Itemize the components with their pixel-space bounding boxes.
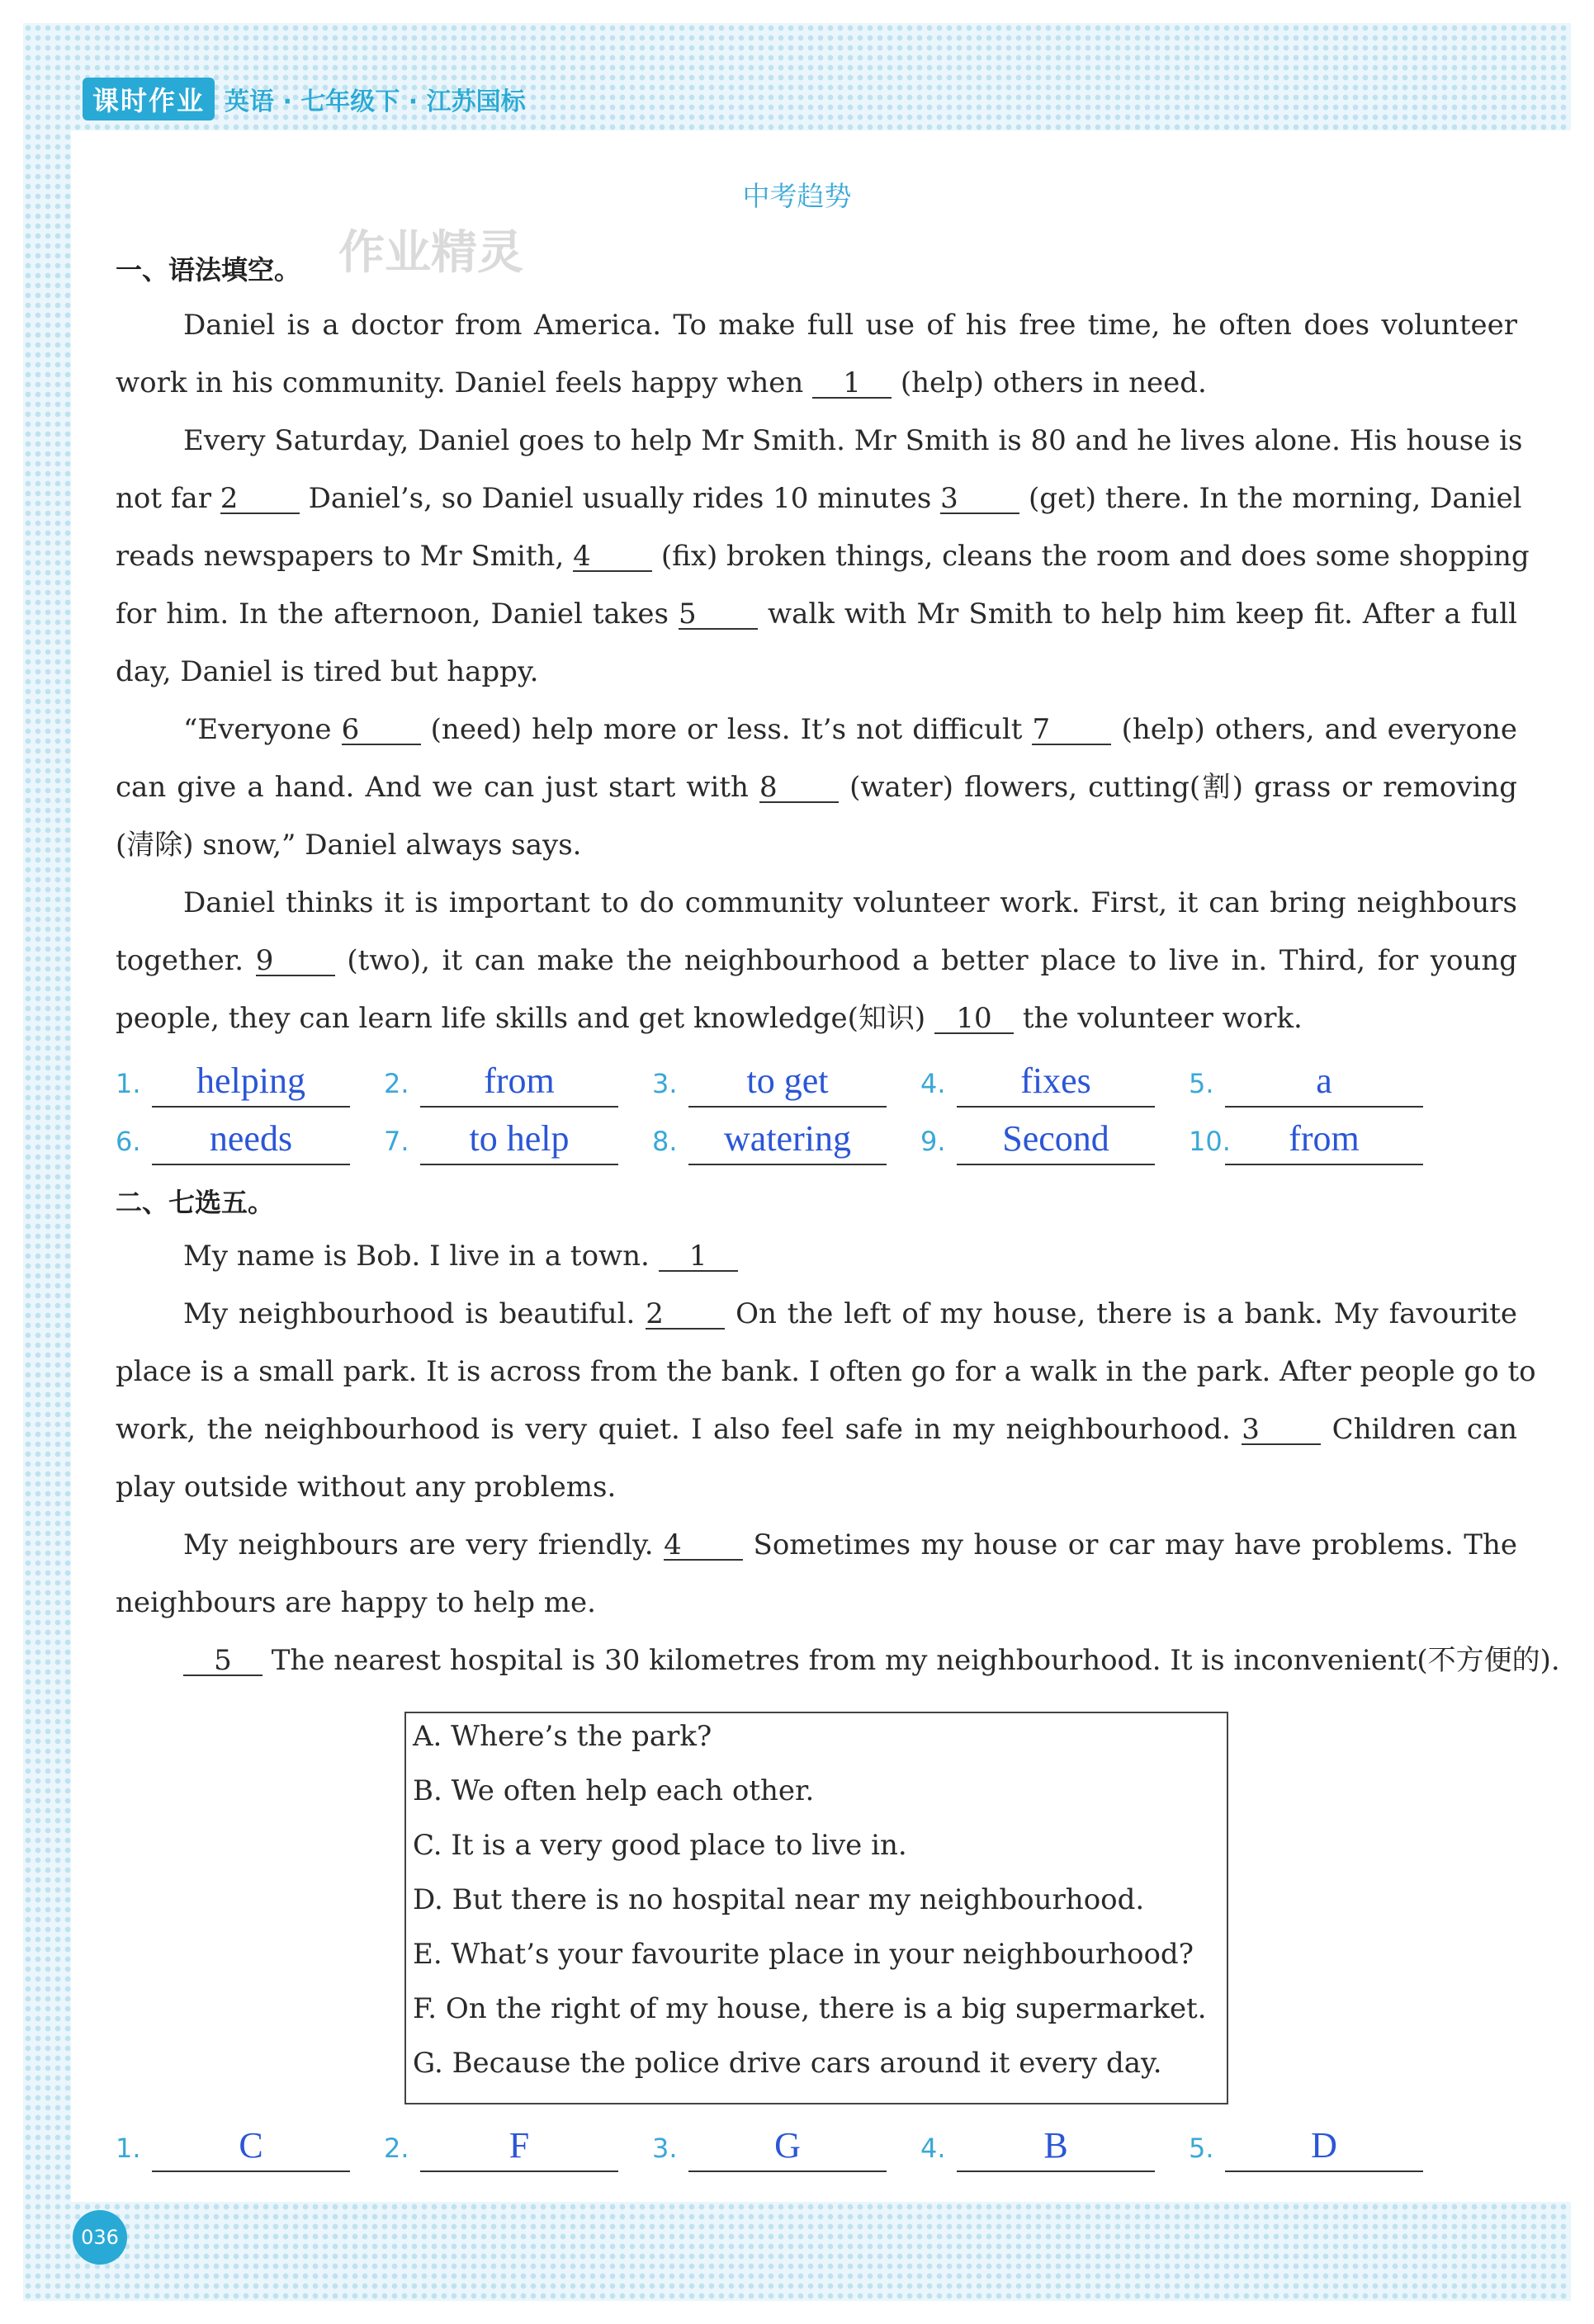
answer-number: 2. [384,1068,409,1099]
answer-value: a [1225,1056,1423,1108]
watermark: 作业精灵 [338,226,523,280]
answer-value: D [1225,2121,1423,2172]
passage-line [116,366,1517,399]
passage-text: My neighbourhood is beautiful. [183,1297,646,1330]
answer-value: helping [152,1056,350,1108]
passage-text: work in his community. Daniel feels happy when [116,366,813,399]
passage-text: On the left of my house, there is a bank. My favourite [725,1297,1517,1330]
answer-number: 3. [652,1068,678,1099]
passage-text: can give a hand. And we can just start with [116,771,760,804]
answer-3 [652,1048,900,1108]
page-number-badge: 036 [73,2210,127,2265]
answer-number: 4. [920,1068,946,1099]
answer-2 [384,2113,631,2172]
blank-number: 5 [679,600,758,630]
passage-text: Every Saturday, Daniel goes to help Mr Smith. Mr Smith is 80 and he lives alone. His house is [183,424,1523,457]
passage-line [116,655,1517,688]
passage-line [183,309,1517,342]
passage-text: play outside without any problems. [116,1471,617,1504]
passage-line [116,771,1517,804]
passage-line [116,540,1530,573]
blank-number: 1 [812,369,892,399]
passage-text: Daniel is a doctor from America. To make full use of his free time, he often does volunteer [183,309,1517,342]
options-box [404,1712,1228,2104]
blank-number: 10 [934,1004,1014,1034]
passage-line [116,482,1522,515]
blank-number: 4 [573,542,652,572]
answer-value: Second [957,1114,1155,1165]
blank-number: 3 [940,484,1019,514]
passage-line [116,1586,1517,1619]
passage-line [116,1413,1517,1446]
passage-line [183,713,1517,746]
blank-number: 2 [646,1300,725,1330]
passage-text: Daniel’s, so Daniel usually rides 10 minutes [299,482,941,515]
passage-text: Daniel thinks it is important to do community volunteer work. First, it can bring neighbours [183,886,1517,919]
answer-7 [384,1106,631,1165]
section-title: 中考趋势 [742,180,852,212]
passage-text: day, Daniel is tired but happy. [116,655,539,688]
passage-text: people, they can learn life skills and get knowledge(知识) [116,1002,935,1035]
passage-line [116,598,1517,631]
passage-text: My name is Bob. I live in a town. [183,1240,659,1273]
passage-line [183,886,1517,919]
passage-text: Sometimes my house or car may have problems. The [743,1528,1518,1561]
passage-line [116,829,1517,862]
option-e: E. What’s your favourite place in your neighbourhood? [413,1938,1194,1971]
passage-line [116,1471,1517,1504]
book-subject: 英语 · 七年级下 · 江苏国标 [225,87,526,116]
answer-10 [1189,1106,1436,1165]
answer-number: 3. [652,2133,678,2164]
answer-number: 4. [920,2133,946,2164]
answer-value: to get [688,1056,887,1108]
brand-logo: 课时作业 [83,78,215,120]
blank-number: 4 [664,1531,743,1561]
passage-text: (fix) broken things, cleans the room and does some shopping [652,540,1530,573]
passage-text: The nearest hospital is 30 kilometres from my neighbourhood. It is inconvenient(不方便的). [263,1644,1560,1677]
blank-number: 9 [256,947,335,976]
option-c: C. It is a very good place to live in. [413,1829,907,1862]
answer-number: 5. [1189,1068,1214,1099]
passage-text: (help) others, and everyone [1111,713,1518,746]
answer-value: C [152,2121,350,2172]
passage-line [183,1528,1517,1561]
passage-text: walk with Mr Smith to help him keep fit. After a full [757,598,1518,631]
answer-number: 1. [116,2133,141,2164]
blank-number: 3 [1242,1415,1321,1445]
option-d: D. But there is no hospital near my neighbourhood. [413,1883,1145,1916]
answer-value: to help [420,1114,618,1165]
passage-text: Children can [1321,1413,1517,1446]
answer-value: from [1225,1114,1423,1165]
answer-number: 5. [1189,2133,1214,2164]
option-a: A. Where’s the park? [413,1720,712,1753]
answer-number: 9. [920,1126,946,1157]
option-b: B. We often help each other. [413,1774,815,1807]
passage-text: (help) others in need. [892,366,1207,399]
passage-text: together. [116,944,256,977]
answer-3 [652,2113,900,2172]
answer-5 [1189,2113,1436,2172]
blank-number: 7 [1032,716,1111,745]
answer-9 [920,1106,1168,1165]
answer-1 [116,2113,363,2172]
answer-2 [384,1048,631,1108]
option-f: F. On the right of my house, there is a big supermarket. [413,1992,1207,2025]
blank-number: 6 [342,716,421,745]
passage-text: (get) there. In the morning, Daniel [1019,482,1522,515]
answer-value: needs [152,1114,350,1165]
passage-text: neighbours are happy to help me. [116,1586,596,1619]
passage-line [183,1240,1517,1273]
passage-text: “Everyone [183,713,342,746]
passage-text: work, the neighbourhood is very quiet. I also feel safe in my neighbourhood. [116,1413,1242,1446]
blank-number: 5 [183,1646,263,1676]
answer-5 [1189,1048,1436,1108]
answer-number: 2. [384,2133,409,2164]
passage-text: the volunteer work. [1014,1002,1303,1035]
passage-text: (need) help more or less. It’s not difficult [420,713,1033,746]
answer-number: 7. [384,1126,409,1157]
passage-text: place is a small park. It is across from the bank. I often go for a walk in the park. After people go to [116,1355,1536,1388]
blank-number: 1 [659,1242,738,1272]
passage-line [183,1644,1560,1677]
blank-number: 8 [759,773,839,803]
answer-4 [920,2113,1168,2172]
passage-text: My neighbours are very friendly. [183,1528,665,1561]
passage-line [183,1297,1517,1330]
part2-heading: 二、七选五。 [116,1187,275,1218]
passage-text: (two), it can make the neighbourhood a better place to live in. Third, for young [334,944,1517,977]
answer-value: fixes [957,1056,1155,1108]
answer-number: 6. [116,1126,141,1157]
answer-number: 10. [1189,1126,1231,1157]
passage-text: not far [116,482,220,515]
answer-value: watering [688,1114,887,1165]
answer-value: from [420,1056,618,1108]
passage-line [116,944,1517,977]
passage-text: reads newspapers to Mr Smith, [116,540,574,573]
passage-text: for him. In the afternoon, Daniel takes [116,598,679,631]
answer-value: G [688,2121,887,2172]
answer-6 [116,1106,363,1165]
passage-text: (water) flowers, cutting(割) grass or removing [839,771,1517,804]
blank-number: 2 [220,484,300,514]
answer-number: 1. [116,1068,141,1099]
option-g: G. Because the police drive cars around it every day. [413,2047,1162,2080]
answer-value: B [957,2121,1155,2172]
answer-number: 8. [652,1126,678,1157]
answer-value: F [420,2121,618,2172]
part1-heading: 一、语法填空。 [116,254,301,286]
page-header [83,76,526,122]
passage-line [116,1002,1517,1035]
passage-text: (清除) snow,” Daniel always says. [116,829,582,862]
passage-line [116,1355,1536,1388]
passage-line [183,424,1523,457]
answer-8 [652,1106,900,1165]
answer-4 [920,1048,1168,1108]
answer-1 [116,1048,363,1108]
left-dot-band [23,23,71,2301]
bottom-dot-band [23,2202,1571,2301]
